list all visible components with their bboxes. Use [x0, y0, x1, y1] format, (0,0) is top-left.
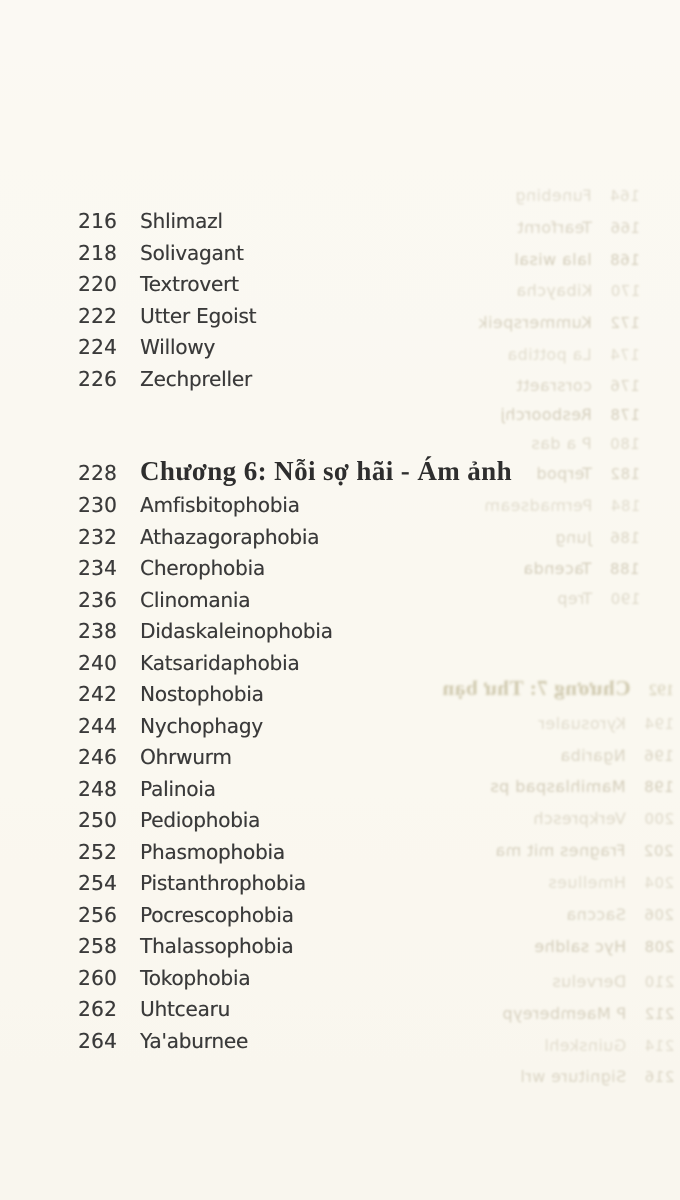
toc-row — [0, 238, 680, 270]
page-number: 248 — [78, 776, 118, 801]
toc-row — [0, 301, 680, 333]
bleedthrough-page-number: 198 — [643, 778, 674, 796]
page-number: 234 — [78, 556, 118, 580]
bleedthrough-page-number: 204 — [643, 874, 674, 892]
page-number: 258 — [78, 934, 118, 958]
bleedthrough-page-number: 186 — [609, 529, 640, 547]
bleedthrough-word: Trep — [556, 589, 592, 608]
bleedthrough-page-number: 200 — [643, 810, 674, 828]
page-number: 238 — [78, 619, 118, 643]
bleedthrough-word: Saccna — [565, 905, 626, 924]
page-number: 220 — [78, 272, 118, 296]
bleedthrough-line — [520, 1067, 674, 1086]
bleedthrough-word: Ngariba — [560, 746, 626, 765]
toc-row — [0, 648, 680, 680]
toc-row — [0, 269, 680, 301]
page-number: 222 — [78, 303, 118, 328]
toc-row — [0, 616, 680, 648]
toc-row — [0, 585, 680, 617]
page-number: 246 — [78, 745, 118, 769]
page-number: 224 — [78, 335, 118, 359]
bleedthrough-page-number: 208 — [643, 938, 674, 956]
bleedthrough-page-number: 178 — [609, 406, 640, 424]
bleedthrough-page-number: 196 — [643, 747, 674, 765]
toc-row — [0, 553, 680, 585]
entry-title: Phasmophobia — [140, 839, 285, 864]
bleedthrough-word: Fragnes mit ma — [495, 841, 626, 860]
page-number: 230 — [78, 493, 118, 517]
bleedthrough-word: Kibaycha — [515, 281, 592, 300]
page-number: 254 — [78, 871, 118, 895]
bleedthrough-page-number: 168 — [609, 251, 640, 269]
page-number: 218 — [78, 240, 118, 265]
entry-title: Pediophobia — [140, 808, 261, 832]
bleedthrough-page-number: 176 — [609, 377, 640, 395]
entry-title: Palinoia — [140, 776, 216, 801]
bleedthrough-word: lala wisal — [514, 250, 592, 269]
bleedthrough-word: Terpod — [535, 464, 592, 483]
bleedthrough-word: Chương 7: Thư bạn — [442, 676, 631, 700]
entry-title: Uhtcearu — [140, 997, 231, 1021]
bleedthrough-word: Mamihlaspad ps — [490, 777, 626, 796]
bleedthrough-page-number: 188 — [609, 560, 640, 578]
page-number: 264 — [78, 1028, 118, 1053]
toc-row — [0, 332, 680, 364]
toc-row — [0, 364, 680, 396]
page-number: 226 — [78, 366, 118, 391]
bleedthrough-page-number: 172 — [609, 314, 640, 332]
bleedthrough-page-number: 182 — [609, 465, 640, 483]
page-number: 216 — [78, 209, 118, 233]
bleedthrough-word: P Maembereyp — [501, 1004, 626, 1023]
toc-row — [0, 805, 680, 837]
bleedthrough-word: Verkpresch — [532, 809, 626, 828]
bleedthrough-page-number: 206 — [643, 906, 674, 924]
toc-row — [0, 931, 680, 963]
page-number: 260 — [78, 965, 118, 990]
entry-title: Pistanthrophobia — [140, 871, 306, 895]
bleedthrough-word: Kummerspeik — [477, 313, 592, 332]
bleedthrough-page-number: 166 — [609, 219, 640, 237]
bleedthrough-page-number: 180 — [609, 435, 640, 453]
bleedthrough-word: corsraett — [515, 376, 592, 395]
bleedthrough-word: Kyrosualer — [537, 714, 626, 733]
toc-section-pre-chapter — [0, 206, 680, 395]
bleedthrough-line — [515, 186, 640, 205]
bleedthrough-word: Hyc saldhe — [533, 937, 626, 956]
page-number: 252 — [78, 839, 118, 864]
entry-title: Zechpreller — [140, 366, 252, 391]
entry-title: Shlimazl — [140, 209, 223, 233]
entry-title: Amfisbitophobia — [140, 493, 300, 517]
chapter-page-number: 228 — [78, 461, 118, 485]
toc-section-chapter-items — [0, 490, 680, 1057]
bleedthrough-word: La pottiba — [507, 345, 592, 364]
toc-row — [0, 742, 680, 774]
bleedthrough-page-number: 194 — [643, 715, 674, 733]
entry-title: Willowy — [140, 335, 216, 359]
toc-row — [0, 1026, 680, 1058]
entry-title: Pocrescophobia — [140, 902, 294, 927]
bleedthrough-page-number: 202 — [643, 842, 674, 860]
entry-title: Utter Egoist — [140, 303, 257, 328]
bleedthrough-page-number: 184 — [609, 497, 640, 515]
bleedthrough-page-number: 210 — [643, 973, 674, 991]
toc-row — [0, 963, 680, 995]
toc-row — [0, 900, 680, 932]
entry-title: Katsaridaphobia — [140, 650, 300, 675]
toc-row — [0, 774, 680, 806]
bleedthrough-word: Guinskehl — [543, 1036, 626, 1055]
bleedthrough-page-number: 216 — [643, 1068, 674, 1086]
entry-title: Clinomania — [140, 587, 251, 612]
toc-row — [0, 490, 680, 522]
bleedthrough-page-number: 164 — [609, 187, 640, 205]
entry-title: Ohrwurm — [140, 745, 232, 769]
bleedthrough-line — [500, 405, 640, 424]
toc-row — [0, 206, 680, 238]
bleedthrough-page-number: 170 — [609, 282, 640, 300]
bleedthrough-page-number: 174 — [609, 346, 640, 364]
bleedthrough-word: Signiture wrl — [519, 1067, 626, 1086]
toc-row — [0, 994, 680, 1026]
entry-title: Athazagoraphobia — [140, 524, 320, 549]
page-number: 250 — [78, 808, 118, 832]
chapter-title: Chương 6: Nỗi sợ hãi - Ám ảnh — [140, 456, 513, 486]
toc-row — [0, 868, 680, 900]
page-number: 244 — [78, 713, 118, 738]
page-number: 240 — [78, 650, 118, 675]
bleedthrough-word: Tearfornt — [516, 218, 592, 237]
entry-title: Thalassophobia — [140, 934, 294, 958]
entry-title: Tokophobia — [140, 965, 251, 990]
bleedthrough-word: P a das — [531, 434, 592, 453]
page-number: 256 — [78, 902, 118, 927]
entry-title: Nychophagy — [140, 713, 263, 738]
bleedthrough-page-number: 214 — [643, 1037, 674, 1055]
toc-row — [0, 837, 680, 869]
page-number: 236 — [78, 587, 118, 612]
bleedthrough-page-number: 192 — [648, 682, 674, 699]
bleedthrough-page-number: 212 — [643, 1005, 674, 1023]
toc-row — [0, 711, 680, 743]
page-number: 232 — [78, 524, 118, 549]
entry-title: Ya'aburnee — [140, 1028, 249, 1053]
bleedthrough-word: Resboorchj — [499, 405, 592, 424]
bleedthrough-word: Tacenda — [523, 559, 592, 578]
toc-row — [0, 522, 680, 554]
bleedthrough-word: Jung — [555, 528, 592, 547]
chapter-heading-row — [0, 451, 680, 491]
bleedthrough-word: Permadseam — [483, 496, 592, 515]
page-number: 242 — [78, 682, 118, 706]
toc-row — [0, 679, 680, 711]
entry-title: Nostophobia — [140, 682, 264, 706]
bleedthrough-word: Hmellues — [547, 873, 626, 892]
entry-title: Cherophobia — [140, 556, 265, 580]
entry-title: Textrovert — [140, 272, 239, 296]
page-number: 262 — [78, 997, 118, 1021]
bleedthrough-word: Dervelus — [551, 972, 626, 991]
bleedthrough-page-number: 190 — [609, 590, 640, 608]
entry-title: Didaskaleinophobia — [140, 619, 333, 643]
entry-title: Solivagant — [140, 240, 244, 265]
bleedthrough-word: Funebing — [515, 186, 592, 205]
